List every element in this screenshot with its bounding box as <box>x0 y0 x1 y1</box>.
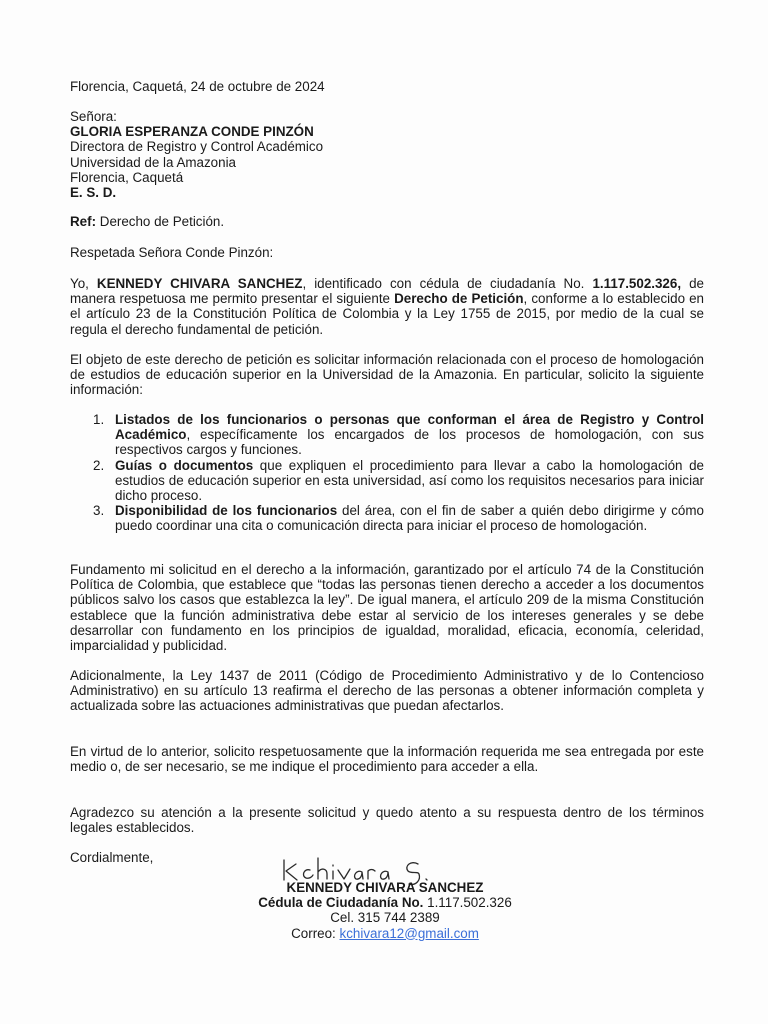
paragraph-intro <box>70 276 704 337</box>
list-item-heading: Listados de los funcionarios o personas que conforman el área de Registro y Control Académico <box>115 412 704 443</box>
list-item-text: del área, con el fin de saber a quién debo dirigirme y cómo puedo coordinar una cita o comunicación directa para iniciar el proceso de homologación. <box>115 503 704 534</box>
greeting: Respetada Señora Conde Pinzón: <box>70 245 274 260</box>
list-item-number: 1. <box>93 412 105 427</box>
signer-name: KENNEDY CHIVARA SANCHEZ <box>286 880 484 895</box>
recipient-block <box>70 109 704 200</box>
recipient-city: Florencia, Caquetá <box>70 169 184 185</box>
paragraph-law: Adicionalmente, la Ley 1437 de 2011 (Código de Procedimiento Administrativo y de lo Contencioso Administrativo) en su artículo 13 reafirma el derecho de las personas a obtener información completa y actualizada sobre las actuaciones administrativas que puedan afectarlos. <box>70 668 704 714</box>
intro-text-c: de manera respetuosa me permito presentar el siguiente <box>70 276 704 307</box>
list-item-heading: Disponibilidad de los funcionarios <box>115 503 338 519</box>
list-item-text: que expliquen el procedimiento para llevar a cabo la homologación de estudios de educación superior en esta universidad, así como los requisitos necesarios para iniciar dicho proceso. <box>115 457 704 504</box>
document-type: Derecho de Petición <box>394 291 524 307</box>
recipient-name: GLORIA ESPERANZA CONDE PINZÓN <box>70 124 314 140</box>
signer-phone: Cel. 315 744 2389 <box>330 910 440 926</box>
request-list <box>70 412 704 534</box>
paragraph-object: El objeto de este derecho de petición es solicitar información relacionada con el proceso de homologación de estudios de educación superior en la Universidad de la Amazonia. En particular, solicito la siguiente información: <box>70 352 704 398</box>
reference-line <box>70 214 704 229</box>
list-item-number: 2. <box>93 457 105 473</box>
petitioner-id: 1.117.502.326, <box>592 276 682 291</box>
list-item-text: , específicamente los encargados de los procesos de homologación, con sus respectivos cargos y funciones. <box>115 427 704 458</box>
reference-text: Derecho de Petición. <box>96 214 225 229</box>
signature-block <box>200 880 570 941</box>
list-item <box>70 412 704 458</box>
signer-email-line <box>200 926 570 941</box>
list-item-heading: Guías o documentos <box>115 457 254 473</box>
closing: Cordialmente, <box>70 850 154 865</box>
signer-id-value: 1.117.502.326 <box>423 895 512 911</box>
signer-email-label: Correo: <box>291 925 340 941</box>
date-line: Florencia, Caquetá, 24 de octubre de 2024 <box>70 79 325 94</box>
petitioner-name: KENNEDY CHIVARA SANCHEZ <box>96 276 303 291</box>
intro-text-b: , identificado con cédula de ciudadanía No. <box>302 276 593 291</box>
salutation: Señora: <box>70 109 117 124</box>
signer-email-link[interactable]: kchivara12@gmail.com <box>339 925 479 941</box>
recipient-title: Directora de Registro y Control Académico <box>70 139 324 155</box>
paragraph-foundation: Fundamento mi solicitud en el derecho a la información, garantizado por el artículo 74 de la Constitución Política de Colombia, que establece que “todas las personas tienen derecho a acceder a los documentos públicos salvo los casos que establezca la ley”. De igual manera, el artículo 209 de la misma Constitución establece que la función administrativa debe estar al servicio de los intereses generales y se debe desarrollar con fundamento en los principios de igualdad, moralidad, eficacia, economía, celeridad, imparcialidad y publicidad. <box>70 562 704 654</box>
recipient-institution: Universidad de la Amazonia <box>70 154 236 170</box>
paragraph-thanks: Agradezco su atención a la presente solicitud y quedo atento a su respuesta dentro de los términos legales establecidos. <box>70 805 704 836</box>
intro-text-d: , conforme a lo establecido en el artículo 23 de la Constitución Política de Colombia y la Ley 1755 de 2015, por medio de la cual se regula el derecho fundamental de petición. <box>70 291 704 337</box>
signer-id-label: Cédula de Ciudadanía No. <box>258 895 424 911</box>
list-item <box>70 503 704 533</box>
reference-label: Ref: <box>70 214 97 229</box>
list-item <box>70 458 704 504</box>
list-item-number: 3. <box>93 503 105 519</box>
paragraph-request: En virtud de lo anterior, solicito respetuosamente que la información requerida me sea entregada por este medio o, de ser necesario, se me indique el procedimiento para acceder a ella. <box>70 744 704 775</box>
signer-id-line <box>200 895 570 910</box>
recipient-esd: E. S. D. <box>70 185 117 201</box>
intro-text-a: Yo, <box>70 276 97 291</box>
